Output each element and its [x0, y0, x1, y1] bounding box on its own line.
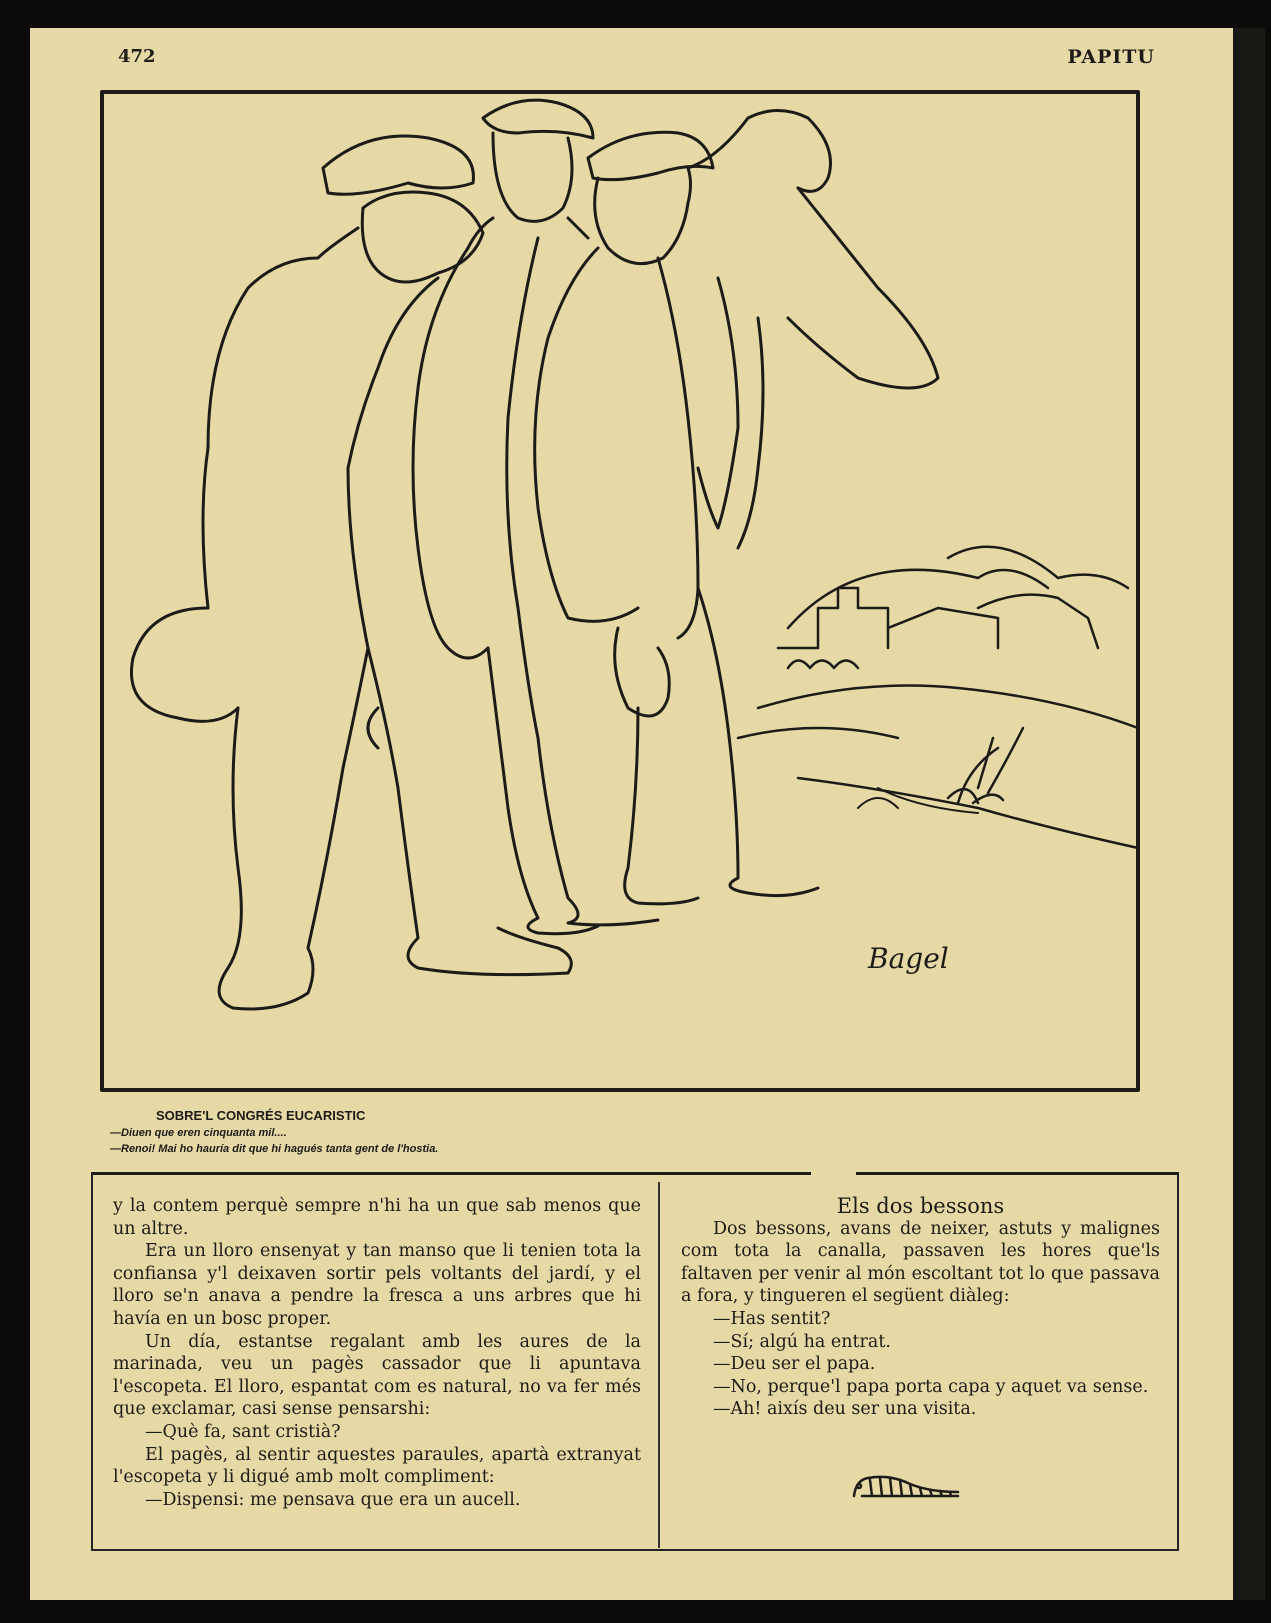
right-dialogue-line: —Deu ser el papa.: [713, 1354, 876, 1375]
right-dialogue-line: —No, perque'l papa porta capa y aquet va sense.: [713, 1376, 1149, 1397]
page-number: 472: [118, 46, 156, 67]
left-dialogue-line: —Què fa, sant cristià?: [145, 1421, 341, 1442]
left-paragraph: Un día, estantse regalant amb les aures de la marinada, veu un pagès cassador que li apuntava l'escopeta. El lloro, espantat com es natural, no va fer més que exclamar, casi sense pensarshi:: [113, 1331, 641, 1420]
caption-line-1: —Diuen que eren cinquanta mil....: [110, 1127, 287, 1139]
right-story: [681, 1195, 1160, 1421]
binding-spine: [1233, 28, 1265, 1600]
cartoon-illustration: [98, 88, 1142, 1094]
story-title: Els dos bessons: [836, 1194, 1005, 1218]
caption-line-2: —Renoi! Mai ho hauría dit que hi hagués tanta gent de l'hostia.: [110, 1143, 439, 1155]
right-dialogue-line: —Ah! aixís deu ser una visita.: [713, 1399, 977, 1420]
right-dialogue-line: —Has sentit?: [713, 1308, 831, 1329]
caption-title: SOBRE'L CONGRÉS EUCARISTIC: [156, 1108, 366, 1123]
column-divider: [658, 1182, 660, 1548]
right-dialogue-line: —Sí; algú ha entrat.: [713, 1331, 891, 1352]
left-paragraph: Era un lloro ensenyat y tan manso que li tenien tota la confiansa y'l deixaven sortir pels voltants del jardí, y el lloro se'n anava a pendre la fresca a uns arbres que hi havía en un bosc proper.: [113, 1241, 641, 1329]
left-story: [113, 1195, 641, 1511]
artist-signature: Bagel: [868, 942, 949, 975]
caterpillar-ornament: [850, 1472, 965, 1502]
magazine-title: PAPITU: [1067, 46, 1155, 68]
left-dialogue-line: —Dispensi: me pensava que era un aucell.: [145, 1489, 521, 1510]
cartoon-caption: [110, 1108, 438, 1157]
left-paragraph: y la contem perquè sempre n'hi ha un que sab menos que un altre.: [113, 1196, 641, 1239]
left-paragraph: El pagès, al sentir aquestes paraules, apartà extranyat l'escopeta y li digué amb molt compliment:: [113, 1444, 641, 1488]
right-intro: Dos bessons, avans de neixer, astuts y malignes com tota la canalla, passaven les hores que'ls faltaven per venir al món escoltant tot lo que passava a fora, y tingueren el següent diàleg:: [681, 1218, 1160, 1307]
